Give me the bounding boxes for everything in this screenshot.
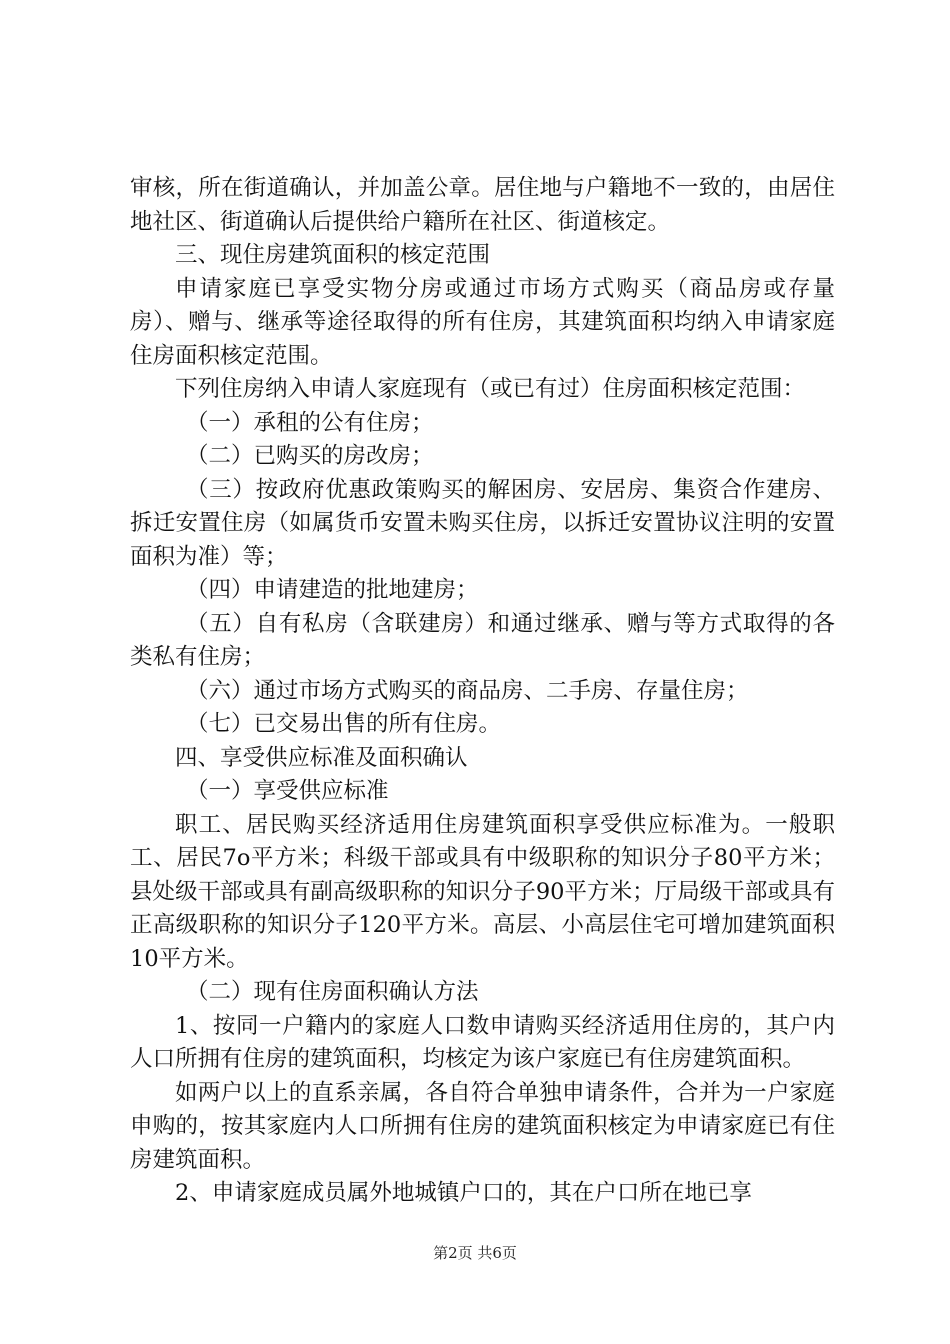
paragraph-method-2: 2、申请家庭成员属外地城镇户口的，其在户口所在地已享 [175, 1180, 752, 1206]
paragraph-supply-standard: 职工、居民购买经济适用住房建筑面积享受供应标准为。一般职工、居民7o平方米；科级干部或具有中级职称的知识分子80平方米；县处级干部或具有副高级职称的知识分子90平方米；厅局级干部或具有正高级职称的知识分子120平方米。高层、小高层住宅可增加建筑面积10平方米。 [130, 811, 835, 972]
paragraph-list-intro: 下列住房纳入申请人家庭现有（或已有过）住房面积核定范围： [175, 376, 806, 402]
document-body [130, 172, 835, 1211]
list-item-2: （二）已购买的房改房； [186, 443, 434, 469]
page-footer [0, 1242, 950, 1263]
list-item-6: （六）通过市场方式购买的商品房、二手房、存量住房； [186, 677, 749, 704]
list-item-7: （七）已交易出售的所有住房。 [186, 711, 502, 737]
list-item-1: （一）承租的公有住房； [186, 409, 434, 436]
subsection-heading-1: （一）享受供应标准 [186, 778, 389, 804]
section-heading-4: 四、享受供应标准及面积确认 [175, 744, 468, 771]
subsection-heading-2: （二）现有住房面积确认方法 [186, 979, 479, 1005]
list-item-4: （四）申请建造的批地建房； [186, 577, 479, 603]
paragraph-continuation: 审核，所在街道确认，并加盖公章。居住地与户籍地不一致的，由居住地社区、街道确认后提供给户籍所在社区、街道核定。 [130, 175, 835, 235]
list-item-3: （三）按政府优惠政策购买的解困房、安居房、集资合作建房、拆迁安置住房（如属货币安置未购买住房，以拆迁安置协议注明的安置面积为准）等； [130, 476, 835, 570]
paragraph-method-1-note: 如两户以上的直系亲属，各自符合单独申请条件，合并为一户家庭申购的，按其家庭内人口所拥有住房的建筑面积核定为申请家庭已有住房建筑面积。 [130, 1079, 835, 1173]
paragraph-scope: 申请家庭已享受实物分房或通过市场方式购买（商品房或存量房）、赠与、继承等途径取得的所有住房，其建筑面积均纳入申请家庭住房面积核定范围。 [130, 275, 835, 369]
section-heading-3: 三、现住房建筑面积的核定范围 [175, 242, 491, 268]
page-number-label: 第2页 共6页 [433, 1244, 517, 1262]
paragraph-method-1: 1、按同一户籍内的家庭人口数申请购买经济适用住房的，其户内人口所拥有住房的建筑面积，均核定为该户家庭已有住房建筑面积。 [130, 1012, 835, 1072]
list-item-5: （五）自有私房（含联建房）和通过继承、赠与等方式取得的各类私有住房； [130, 610, 835, 670]
